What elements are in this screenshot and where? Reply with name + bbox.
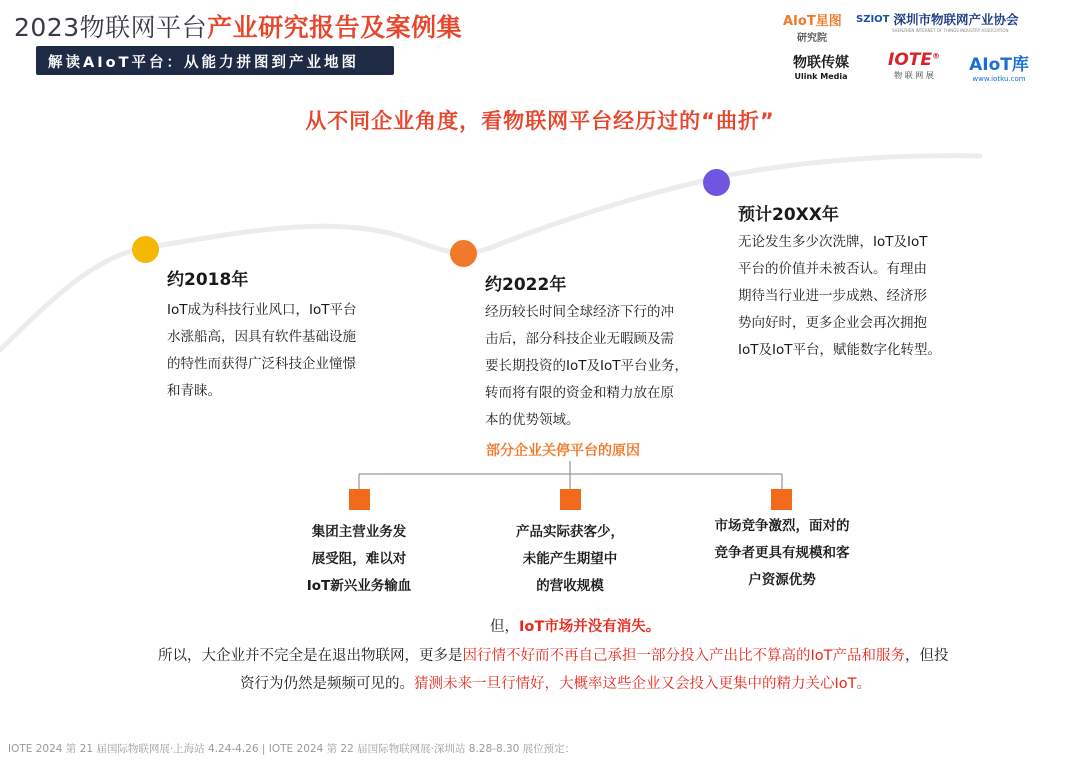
title-plain: 2023物联网平台 — [14, 13, 208, 42]
iote-logo: IOTE® 物 联 网 展 — [888, 50, 940, 80]
sziot-logo: SZIOT 深圳市物联网产业协会 SHENZHEN INTERNET OF THINGS INDUSTRY ASSOCIATION — [856, 12, 1019, 33]
conclusion-line-2: 所以，大企业并不完全是在退出物联网，更多是因行情不好而不再自己承担一部分投入产出比不算高的IoT产品和服务，但投 — [158, 648, 949, 664]
reason-item: 市场竞争激烈，面对的 竞争者更具有规模和客 户资源优势 — [714, 518, 850, 588]
timeline-stage-2022: 约2022年 经历较长时间全球经济下行的冲 击后，部分科技企业无暇顾及需 要长期投资的IoT及IoT平台业务， 转而将有限的资金和精力放在原 本的优势领域。 — [485, 270, 725, 434]
aiot-research-logo: AIoT星图 研究院 — [783, 14, 842, 44]
subtitle-text: 解读AIoT平台：从能力拼图到产业地图 — [48, 55, 359, 71]
conclusion-line-1: 但，IoT市场并没有消失。 — [490, 619, 661, 635]
reasons-heading: 部分企业关停平台的原因 — [486, 443, 640, 459]
stage-year: 约2018年 — [167, 270, 249, 290]
iotku-logo: AIoT库 www.iotku.com — [969, 55, 1029, 83]
stage-year: 约2022年 — [485, 275, 567, 295]
stage-year: 预计20XX年 — [738, 205, 839, 225]
reason-marker — [560, 489, 581, 510]
reason-item: 产品实际获客少， 未能产生期望中 的营收规模 — [516, 524, 624, 594]
ulink-media-logo: 物联传媒 Ulink Media — [793, 55, 849, 81]
timeline-stage-future: 预计20XX年 无论发生多少次洗牌，IoT及IoT 平台的价值并未被否认。有理由 期待当行业进一步成熟、经济形 势向好时，更多企业会再次拥抱 IoT及IoT平台，赋能数字化转型。 — [738, 200, 978, 364]
reason-marker — [349, 489, 370, 510]
timeline-stage-2018: 约2018年 IoT成为科技行业风口，IoT平台 水涨船高，因具有软件基础设施 的特性而获得广泛科技企业憧憬 和青睐。 — [167, 265, 407, 405]
reason-item: 集团主营业务发 展受阻，难以对 IoT新兴业务输血 — [306, 524, 412, 594]
footer-note: IOTE 2024 第 21 届国际物联网展·上海站 4.24-4.26 | IOTE 2024 第 22 届国际物联网展·深圳站 8.28-8.30 展位预定： — [8, 743, 576, 755]
reason-marker — [771, 489, 792, 510]
conclusion-line-3: 资行为仍然是频频可见的。猜测未来一旦行情好，大概率这些企业又会投入更集中的精力关心IoT。 — [240, 676, 872, 692]
section-heading: 从不同企业角度，看物联网平台经历过的“曲折” — [305, 109, 775, 133]
title-accent: 产业研究报告及案例集 — [207, 13, 463, 42]
